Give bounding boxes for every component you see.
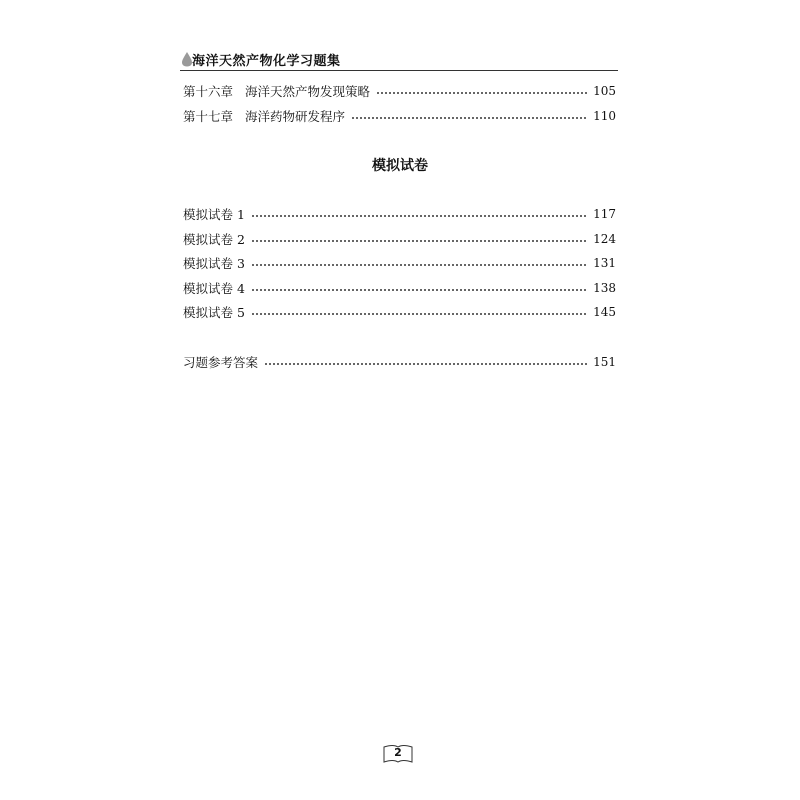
toc-entry-chapter-16[interactable] — [183, 81, 616, 101]
dot-leader — [251, 240, 587, 242]
toc-entry-exam-1[interactable] — [183, 204, 616, 224]
page-number: 131 — [593, 256, 616, 270]
dot-leader — [251, 289, 587, 291]
page-number: 138 — [593, 281, 616, 295]
exam-title: 模拟试卷 2 — [183, 232, 245, 247]
chapter-number: 第十七章 — [183, 109, 234, 124]
toc-entry-exam-4[interactable] — [183, 278, 616, 298]
chapter-title: 海洋药物研发程序 — [245, 109, 346, 124]
toc-entry-exam-2[interactable] — [183, 229, 616, 249]
section-heading: 模拟试卷 — [372, 158, 428, 174]
page-number-badge — [382, 743, 414, 765]
exam-title: 模拟试卷 5 — [183, 305, 245, 320]
chapter-number: 第十六章 — [183, 84, 234, 99]
header-rule — [180, 70, 618, 71]
running-header — [180, 50, 620, 70]
exam-title: 模拟试卷 4 — [183, 281, 245, 296]
dot-leader — [264, 363, 587, 365]
toc-entry-exam-3[interactable] — [183, 253, 616, 273]
dot-leader — [251, 264, 587, 266]
book-title: 海洋天然产物化学习题集 — [192, 54, 341, 69]
page-number: 145 — [593, 305, 616, 319]
toc-entry-answers[interactable] — [183, 352, 616, 372]
page-number: 151 — [593, 355, 616, 369]
dot-leader — [351, 117, 587, 119]
toc-entry-exam-5[interactable] — [183, 302, 616, 322]
dot-leader — [251, 215, 587, 217]
page-number: 124 — [593, 232, 616, 246]
answers-title: 习题参考答案 — [183, 355, 259, 370]
page-number: 117 — [593, 207, 616, 221]
page-number: 110 — [593, 109, 616, 123]
footer-page-number: 2 — [394, 746, 402, 759]
dot-leader — [376, 92, 587, 94]
exam-title: 模拟试卷 3 — [183, 256, 245, 271]
exam-title: 模拟试卷 1 — [183, 207, 245, 222]
chapter-title: 海洋天然产物发现策略 — [245, 84, 371, 99]
toc-entry-chapter-17[interactable] — [183, 106, 616, 126]
dot-leader — [251, 313, 587, 315]
page-number: 105 — [593, 84, 616, 98]
